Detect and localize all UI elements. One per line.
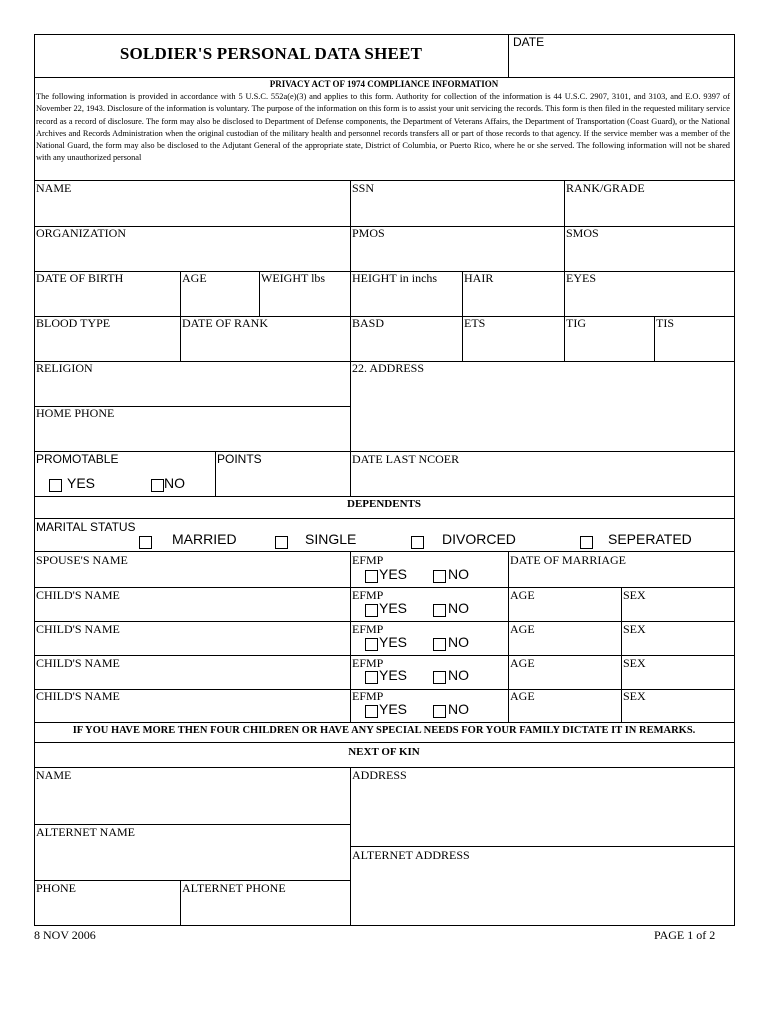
grid-col [180, 271, 181, 361]
sex-label: SEX [623, 622, 646, 636]
promotable-label: PROMOTABLE [36, 452, 119, 466]
grid-col [350, 180, 351, 496]
privacy-title: PRIVACY ACT OF 1974 COMPLIANCE INFORMATION [269, 79, 499, 89]
child3-efmp-no-checkbox[interactable] [433, 671, 446, 684]
grid-line [34, 551, 735, 552]
header-line [34, 77, 735, 78]
spouse-efmp-no-label: NO [448, 566, 469, 582]
child4-efmp-yes-checkbox[interactable] [365, 705, 378, 718]
address-label: 22. ADDRESS [352, 361, 425, 375]
promotable-no-checkbox[interactable] [151, 479, 164, 492]
kin-alt-phone-label: ALTERNET PHONE [182, 881, 286, 895]
efmp-label: EFMP [352, 553, 384, 567]
child3-efmp-yes-label: YES [379, 667, 408, 683]
grid-line [34, 316, 735, 317]
dob-label: DATE OF BIRTH [36, 271, 124, 285]
date-of-rank-label: DATE OF RANK [182, 316, 269, 330]
child-name-label: CHILD'S NAME [36, 588, 120, 602]
child-name-label: CHILD'S NAME [36, 656, 120, 670]
tis-label: TIS [656, 316, 674, 330]
dependents-header: DEPENDENTS [347, 498, 421, 510]
single-checkbox[interactable] [275, 536, 288, 549]
date-field[interactable] [509, 50, 734, 77]
weight-label: WEIGHT lbs [261, 271, 326, 285]
sex-label: SEX [623, 588, 646, 602]
sex-label: SEX [623, 689, 646, 703]
age-label: AGE [182, 271, 207, 285]
efmp-label: EFMP [352, 622, 384, 636]
border-left [34, 34, 35, 926]
date-last-ncoer-label: DATE LAST NCOER [352, 452, 460, 466]
form-title: SOLDIER'S PERSONAL DATA SHEET [119, 44, 423, 63]
ssn-label: SSN [352, 181, 375, 195]
child4-efmp-yes-label: YES [379, 701, 408, 717]
grid-line [350, 846, 735, 847]
married-checkbox[interactable] [139, 536, 152, 549]
border-bottom [34, 925, 735, 926]
kin-alt-address-label: ALTERNET ADDRESS [352, 848, 470, 862]
child-name-label: CHILD'S NAME [36, 689, 120, 703]
height-label: HEIGHT in inchs [352, 271, 438, 285]
tig-label: TIG [566, 316, 586, 330]
grid-col [350, 551, 351, 722]
child2-efmp-yes-label: YES [379, 634, 408, 650]
efmp-label: EFMP [352, 656, 384, 670]
footer-page: PAGE 1 of 2 [654, 928, 716, 942]
kin-address-label: ADDRESS [352, 768, 407, 782]
child1-efmp-yes-checkbox[interactable] [365, 604, 378, 617]
efmp-label: EFMP [352, 588, 384, 602]
name-label: NAME [36, 181, 72, 195]
child2-efmp-yes-checkbox[interactable] [365, 638, 378, 651]
rank-grade-label: RANK/GRADE [566, 181, 645, 195]
spouse-efmp-no-checkbox[interactable] [433, 570, 446, 583]
footer-date: 8 NOV 2006 [34, 928, 96, 942]
efmp-label: EFMP [352, 689, 384, 703]
date-of-marriage-label: DATE OF MARRIAGE [510, 553, 627, 567]
grid-col [564, 180, 565, 361]
grid-col [621, 587, 622, 722]
age-label: AGE [510, 656, 535, 670]
seperated-label: SEPERATED [608, 531, 692, 547]
divorced-checkbox[interactable] [411, 536, 424, 549]
promotable-no-label: NO [164, 475, 185, 491]
grid-col [259, 271, 260, 316]
hair-label: HAIR [464, 271, 494, 285]
married-label: MARRIED [172, 531, 237, 547]
age-label: AGE [510, 689, 535, 703]
child2-efmp-no-label: NO [448, 634, 469, 650]
sex-label: SEX [623, 656, 646, 670]
pmos-label: PMOS [352, 226, 385, 240]
grid-line [34, 722, 735, 723]
promotable-yes-checkbox[interactable] [49, 479, 62, 492]
grid-col [654, 316, 655, 361]
kin-alt-name-label: ALTERNET NAME [36, 825, 135, 839]
border-top [34, 34, 735, 35]
smos-label: SMOS [566, 226, 599, 240]
child3-efmp-no-label: NO [448, 667, 469, 683]
blood-type-label: BLOOD TYPE [36, 316, 111, 330]
date-label: DATE [513, 35, 545, 49]
basd-label: BASD [352, 316, 385, 330]
spouse-efmp-yes-checkbox[interactable] [365, 570, 378, 583]
child2-efmp-no-checkbox[interactable] [433, 638, 446, 651]
divorced-label: DIVORCED [442, 531, 516, 547]
kin-phone-label: PHONE [36, 881, 77, 895]
child4-efmp-no-label: NO [448, 701, 469, 717]
points-label: POINTS [217, 452, 262, 466]
privacy-text: The following information is provided in accordance with 5 U.S.C. 552a(e)(3) and applies to this form. Authority for collection of the information is 44 U.S.C. 2907, 3101, and 3103, and E.O. 9397 of November 22, 1943. Disclosure of the information is voluntary. The purpose of the information on this form is to assist your unit servicing the records. This form is then filed in the requested military service record as a record of disclosure. The form may also be disclosed to Department of Defense components, the Department of Veterans Affairs, the Department of Transportation (Coast Guard), or the National Archives and Records Administration when the original custodian of the military health and personnel records transfers all or part of those records to that agency. If the service member was a member of the National Guard, the form may also be disclosed to the Adjutant General of the appropriate state, District of Columbia, or Puerto Rico, where he or she served. The following information will not be shared with any unauthorized personal [36, 92, 730, 163]
kin-name-label: NAME [36, 768, 72, 782]
age-label: AGE [510, 622, 535, 636]
grid-line [34, 518, 735, 519]
border-right [734, 34, 735, 926]
single-label: SINGLE [305, 531, 357, 547]
grid-col [180, 880, 181, 925]
religion-label: RELIGION [36, 361, 93, 375]
child3-efmp-yes-checkbox[interactable] [365, 671, 378, 684]
eyes-label: EYES [566, 271, 596, 285]
child1-efmp-no-checkbox[interactable] [433, 604, 446, 617]
marital-status-label: MARITAL STATUS [36, 520, 136, 534]
grid-line [34, 496, 735, 497]
grid-col [215, 451, 216, 496]
seperated-checkbox[interactable] [580, 536, 593, 549]
dependents-notice: IF YOU HAVE MORE THEN FOUR CHILDREN OR HAVE ANY SPECIAL NEEDS FOR YOUR FAMILY DICTATE IT IN REMARKS. [72, 725, 696, 736]
child-name-label: CHILD'S NAME [36, 622, 120, 636]
grid-col [462, 271, 463, 361]
child1-efmp-no-label: NO [448, 600, 469, 616]
next-of-kin-header: NEXT OF KIN [348, 746, 420, 758]
ets-label: ETS [464, 316, 486, 330]
organization-label: ORGANIZATION [36, 226, 126, 240]
promotable-yes-label: YES [67, 475, 96, 491]
grid-col [508, 551, 509, 722]
spouse-name-label: SPOUSE'S NAME [36, 553, 128, 567]
spouse-efmp-yes-label: YES [379, 566, 408, 582]
age-label: AGE [510, 588, 535, 602]
grid-line [34, 742, 735, 743]
child4-efmp-no-checkbox[interactable] [433, 705, 446, 718]
child1-efmp-yes-label: YES [379, 600, 408, 616]
home-phone-label: HOME PHONE [36, 406, 115, 420]
